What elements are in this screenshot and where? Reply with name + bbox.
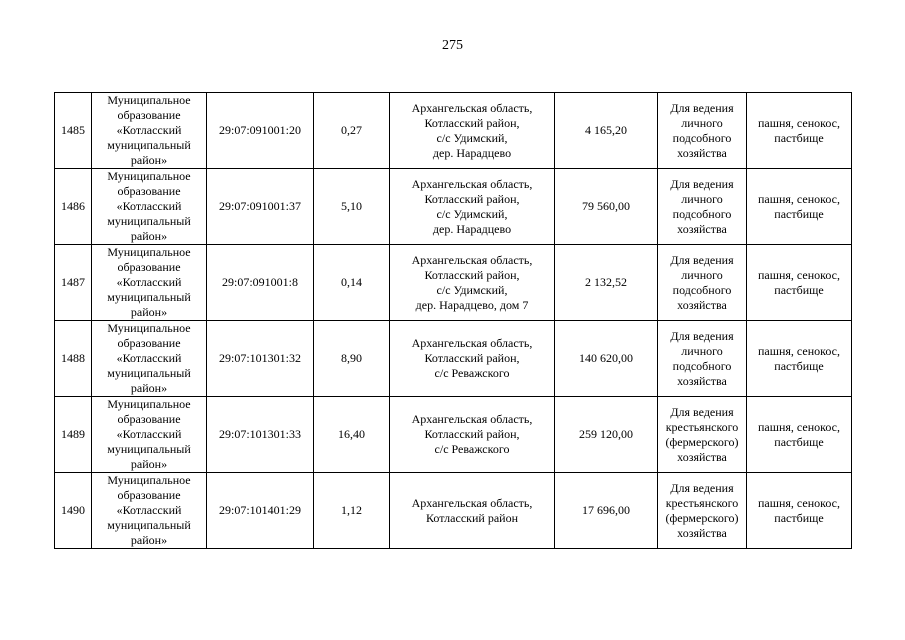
owner-cell: Муниципальное образование «Котласский муниципальный район» [92,93,207,169]
owner-cell: Муниципальное образование «Котласский муниципальный район» [92,473,207,549]
cadastral-number-cell: 29:07:101401:29 [207,473,314,549]
area-cell: 5,10 [314,169,390,245]
purpose-cell: Для ведения личного подсобного хозяйства [658,321,747,397]
land-registry-table [54,92,852,549]
owner-cell: Муниципальное образование «Котласский муниципальный район» [92,169,207,245]
purpose-cell: Для ведения крестьянского (фермерского) хозяйства [658,397,747,473]
land-type-cell: пашня, сенокос, пастбище [747,397,852,473]
address-cell: Архангельская область, Котласский район, с/с Реважского [390,397,555,473]
table-row [55,245,852,321]
address-cell: Архангельская область, Котласский район, с/с Удимский, дер. Нарадцево [390,93,555,169]
owner-cell: Муниципальное образование «Котласский муниципальный район» [92,321,207,397]
value-cell: 17 696,00 [555,473,658,549]
table-row [55,473,852,549]
cadastral-number-cell: 29:07:091001:20 [207,93,314,169]
purpose-cell: Для ведения личного подсобного хозяйства [658,93,747,169]
land-type-cell: пашня, сенокос, пастбище [747,473,852,549]
land-type-cell: пашня, сенокос, пастбище [747,245,852,321]
owner-cell: Муниципальное образование «Котласский муниципальный район» [92,245,207,321]
table-row [55,169,852,245]
land-type-cell: пашня, сенокос, пастбище [747,321,852,397]
land-type-cell: пашня, сенокос, пастбище [747,169,852,245]
page-number: 275 [442,38,463,53]
value-cell: 140 620,00 [555,321,658,397]
row-number-cell: 1489 [55,397,92,473]
address-cell: Архангельская область, Котласский район, с/с Удимский, дер. Нарадцево, дом 7 [390,245,555,321]
row-number-cell: 1488 [55,321,92,397]
purpose-cell: Для ведения личного подсобного хозяйства [658,245,747,321]
purpose-cell: Для ведения личного подсобного хозяйства [658,169,747,245]
area-cell: 8,90 [314,321,390,397]
address-cell: Архангельская область, Котласский район [390,473,555,549]
row-number-cell: 1486 [55,169,92,245]
cadastral-number-cell: 29:07:091001:8 [207,245,314,321]
table-row [55,397,852,473]
value-cell: 2 132,52 [555,245,658,321]
cadastral-number-cell: 29:07:101301:32 [207,321,314,397]
table-row [55,321,852,397]
area-cell: 16,40 [314,397,390,473]
area-cell: 1,12 [314,473,390,549]
table-row [55,93,852,169]
land-type-cell: пашня, сенокос, пастбище [747,93,852,169]
purpose-cell: Для ведения крестьянского (фермерского) хозяйства [658,473,747,549]
row-number-cell: 1487 [55,245,92,321]
cadastral-number-cell: 29:07:101301:33 [207,397,314,473]
owner-cell: Муниципальное образование «Котласский муниципальный район» [92,397,207,473]
area-cell: 0,14 [314,245,390,321]
area-cell: 0,27 [314,93,390,169]
value-cell: 4 165,20 [555,93,658,169]
row-number-cell: 1485 [55,93,92,169]
value-cell: 79 560,00 [555,169,658,245]
value-cell: 259 120,00 [555,397,658,473]
address-cell: Архангельская область, Котласский район, с/с Реважского [390,321,555,397]
row-number-cell: 1490 [55,473,92,549]
address-cell: Архангельская область, Котласский район, с/с Удимский, дер. Нарадцево [390,169,555,245]
cadastral-number-cell: 29:07:091001:37 [207,169,314,245]
